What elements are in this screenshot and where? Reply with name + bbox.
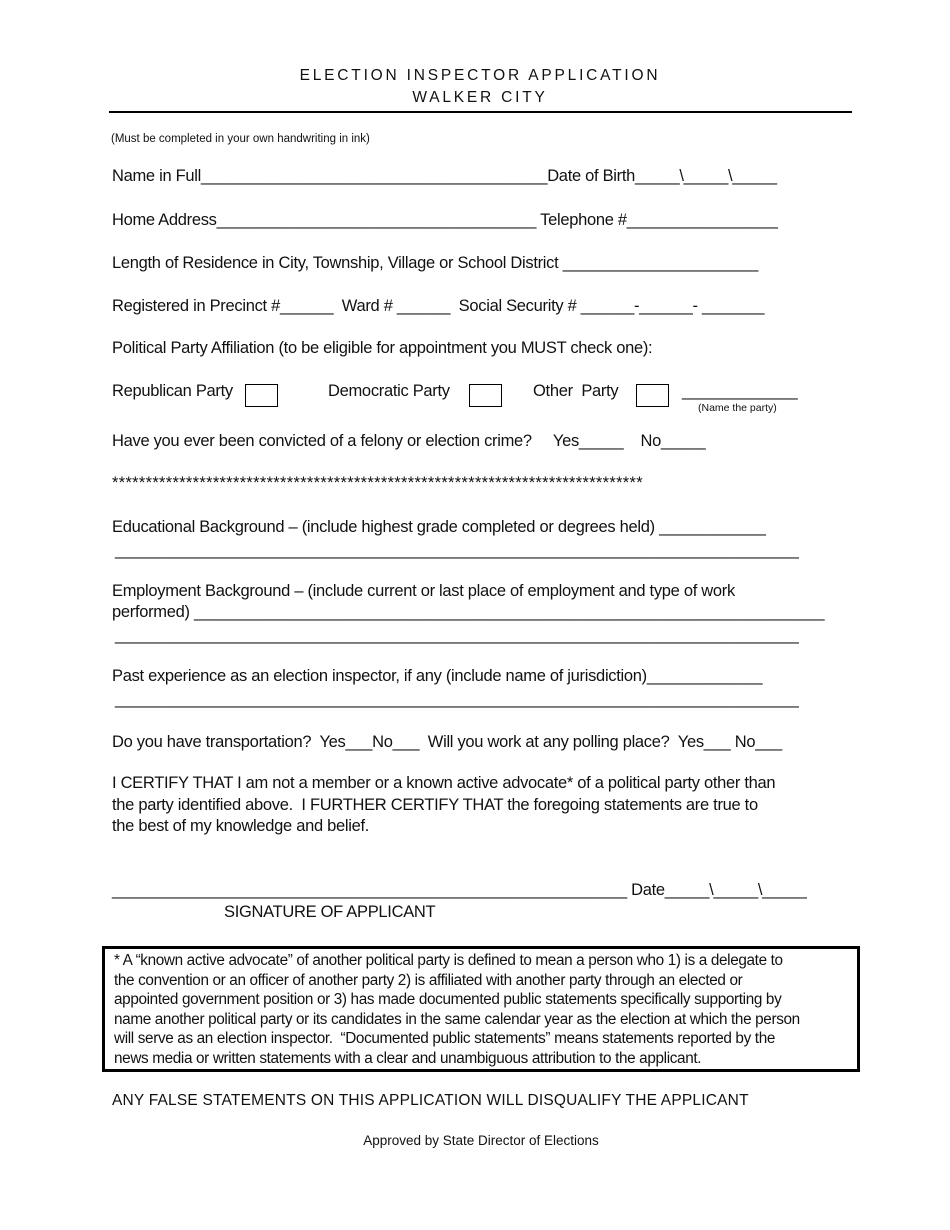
- other-party-checkbox[interactable]: [636, 384, 669, 407]
- header-rule: [109, 111, 852, 113]
- footnote-line: appointed government position or 3) has made documented public statements specifically supporting by: [114, 991, 782, 1009]
- signature-caption: SIGNATURE OF APPLICANT: [224, 903, 436, 921]
- party-prompt: Political Party Affiliation (to be eligible for appointment you MUST check one):: [112, 339, 653, 357]
- signature-date-field[interactable]: __________________________________________________________ Date_____\_____\_____: [112, 881, 807, 899]
- employment-line-2[interactable]: _____________________________________________________________________________: [115, 626, 799, 644]
- footnote-line: will serve as an election inspector. “Documented public statements” means statements reported by the: [114, 1030, 776, 1048]
- other-party-label: Other Party: [533, 382, 619, 400]
- experience-line[interactable]: _____________________________________________________________________________: [115, 690, 799, 708]
- certification-line-2: the party identified above. I FURTHER CERTIFY THAT the foregoing statements are true to: [112, 796, 758, 814]
- name-dob-field[interactable]: Name in Full_______________________________________Date of Birth_____\_____\_____: [112, 167, 777, 185]
- other-party-caption: (Name the party): [698, 402, 777, 414]
- footnote-line: * A “known active advocate” of another political party is defined to mean a person who 1) is a delegate to: [114, 952, 783, 969]
- employment-line-1[interactable]: performed) _______________________________________________________________________: [112, 603, 825, 621]
- education-field[interactable]: Educational Background – (include highest grade completed or degrees held) ____________: [112, 518, 766, 536]
- form-title: ELECTION INSPECTOR APPLICATION: [299, 67, 661, 84]
- education-line[interactable]: _____________________________________________________________________________: [115, 541, 799, 559]
- registration-field[interactable]: Registered in Precinct #______ Ward # ______ Social Security # ______-______- _______: [112, 297, 765, 315]
- instruction-text: (Must be completed in your own handwriting in ink): [111, 133, 370, 145]
- approval-note: Approved by State Director of Elections: [363, 1133, 599, 1148]
- employment-field: Employment Background – (include current or last place of employment and type of work: [112, 582, 735, 600]
- republican-label: Republican Party: [112, 382, 233, 400]
- footnote-line: the convention or an officer of another party 2) is affiliated with another party through an elected or: [114, 971, 743, 989]
- democratic-label: Democratic Party: [328, 382, 450, 400]
- footnote-box: [102, 946, 860, 1072]
- democratic-checkbox[interactable]: [469, 384, 502, 407]
- footnote-line: name another political party or its candidates in the same calendar year as the election at which the person: [114, 1010, 800, 1028]
- certification-line-1: I CERTIFY THAT I am not a member or a known active advocate* of a political party other than: [112, 774, 776, 792]
- address-phone-field[interactable]: Home Address____________________________________ Telephone #_________________: [112, 211, 778, 229]
- footnote-line: news media or written statements with a clear and unambiguous attribution to the applicant.: [114, 1049, 702, 1067]
- separator-stars: *******************************************************************************: [112, 474, 643, 492]
- certification-line-3: the best of my knowledge and belief.: [112, 817, 370, 835]
- experience-field[interactable]: Past experience as an election inspector, if any (include name of jurisdiction)_____________: [112, 667, 763, 685]
- republican-checkbox[interactable]: [245, 384, 278, 407]
- other-party-name-field[interactable]: _____________: [682, 382, 798, 400]
- form-subtitle: WALKER CITY: [412, 89, 548, 106]
- transportation-question[interactable]: Do you have transportation? Yes___No___ Will you work at any polling place? Yes___ No___: [112, 733, 782, 751]
- false-statement-warning: ANY FALSE STATEMENTS ON THIS APPLICATION WILL DISQUALIFY THE APPLICANT: [112, 1092, 749, 1109]
- felony-question[interactable]: Have you ever been convicted of a felony or election crime? Yes_____ No_____: [112, 432, 706, 450]
- residence-length-field[interactable]: Length of Residence in City, Township, Village or School District ______________________: [112, 254, 758, 272]
